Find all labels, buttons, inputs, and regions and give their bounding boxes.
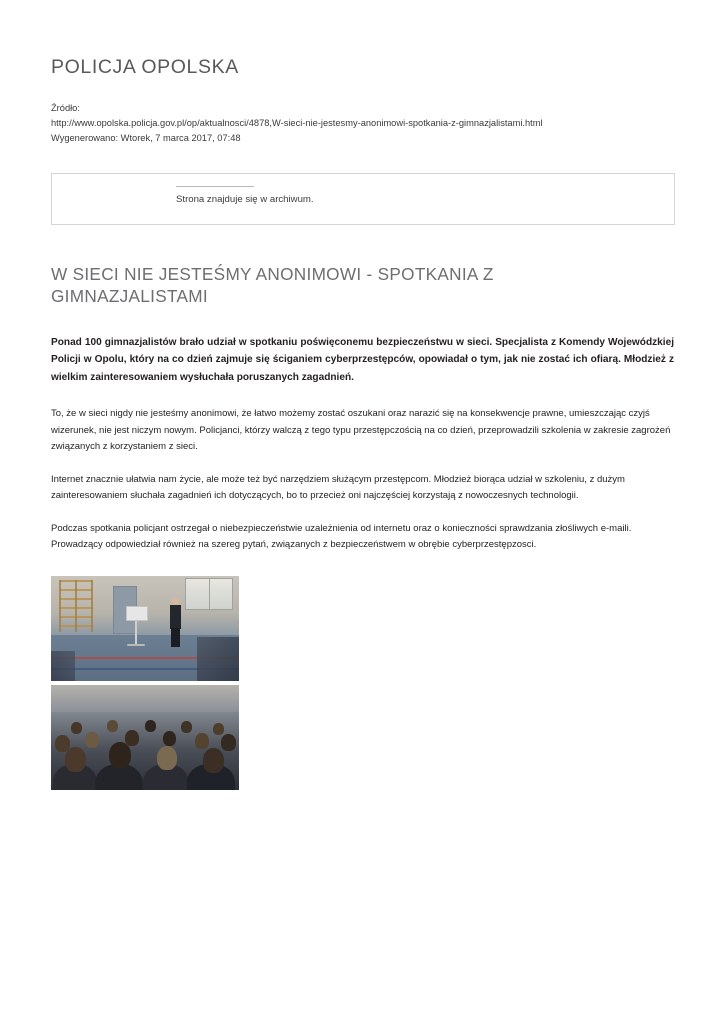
page-title: W SIECI NIE JESTEŚMY ANONIMOWI - SPOTKANIA Z GIMNAZJALISTAMI	[51, 263, 494, 307]
article-lead: Ponad 100 gimnazjalistów brało udział w spotkaniu poświęconemu bezpieczeństwu w sieci. Specjalista z Komendy Wojewódzkiej Policji w Opolu, który na co dzień zajmuje się ściganiem cyberprzestępców, opowiadał o tym, jak nie zostać ich ofiarą. Młodzież z wielkim zainteresowaniem wysłuchała poruszanych zagadnień.	[51, 336, 674, 383]
audience-head	[221, 734, 236, 751]
article-photo-gallery	[51, 576, 675, 790]
article-paragraph-1: To, że w sieci nigdy nie jesteśmy anonimowi, że łatwo możemy zostać oszukani oraz narazić się na konsekwencje prawne, umieszczając czyjś wizerunek, nie jest niczym nowym. Policjanci, którzy walczą z tego typu przestępczością na co dzień, przeprowadzili szkolenia w zakresie zagrożeń związanych z korzystaniem z sieci.	[51, 408, 671, 453]
projector-stand	[135, 614, 137, 644]
notice-divider	[176, 186, 254, 187]
audience-head	[85, 732, 99, 748]
audience-head	[107, 720, 118, 732]
source-label: Źródło:	[51, 103, 80, 114]
source-url[interactable]: http://www.opolska.policja.gov.pl/op/aktualnosci/4878,W-sieci-nie-jestesmy-anonimowi-spotkania-z-gimnazjalistami.html	[51, 118, 543, 129]
audience-head	[125, 730, 139, 746]
gym-wall-bars-vertical	[59, 580, 93, 632]
audience-head	[213, 723, 224, 735]
source-info	[51, 101, 675, 146]
presenter-torso	[170, 605, 181, 629]
site-brand-title: POLICJA OPOLSKA	[51, 56, 239, 78]
audience-head	[203, 748, 224, 773]
audience-head	[157, 746, 177, 770]
photo-gym-presentation	[51, 576, 239, 681]
photo-audience	[51, 685, 239, 790]
audience-head	[163, 731, 176, 746]
audience-head	[181, 721, 192, 733]
generated-timestamp: Wygenerowano: Wtorek, 7 marca 2017, 07:48	[51, 133, 241, 144]
article-paragraph-2: Internet znacznie ułatwia nam życie, ale może też być narzędziem służącym przestępcom. Młodzież biorąca udział w szkoleniu, z dużym zainteresowaniem słuchała zagadnień ich dotyczących, bo to przecież oni najczęściej korzystają z nowoczesnych technologii.	[51, 473, 625, 502]
audience-head	[55, 735, 70, 752]
students-right-group	[197, 637, 239, 681]
presenter-legs	[171, 628, 180, 647]
archive-notice-text: Strona znajduje się w archiwum.	[176, 193, 314, 205]
audience-head	[71, 722, 82, 734]
audience-head	[65, 747, 86, 772]
article-paragraph-3: Podczas spotkania policjant ostrzegał o niebezpieczeństwie uzależnienia od internetu oraz o konieczności sprawdzania złośliwych e-maili. Prowadzący odpowiedział również na szereg pytań, związanych z bezpieczeństwem w obrębie cyberprzestępzosci.	[51, 522, 632, 551]
audience-head	[109, 742, 131, 768]
audience-heads	[51, 708, 239, 790]
gym-window	[185, 578, 233, 610]
document-content	[51, 56, 675, 790]
presenter-figure	[169, 598, 182, 646]
archive-notice-box	[51, 173, 675, 225]
audience-head	[195, 733, 209, 749]
presenter-head	[172, 598, 179, 605]
students-left-group	[51, 651, 75, 681]
audience-head	[145, 720, 156, 732]
